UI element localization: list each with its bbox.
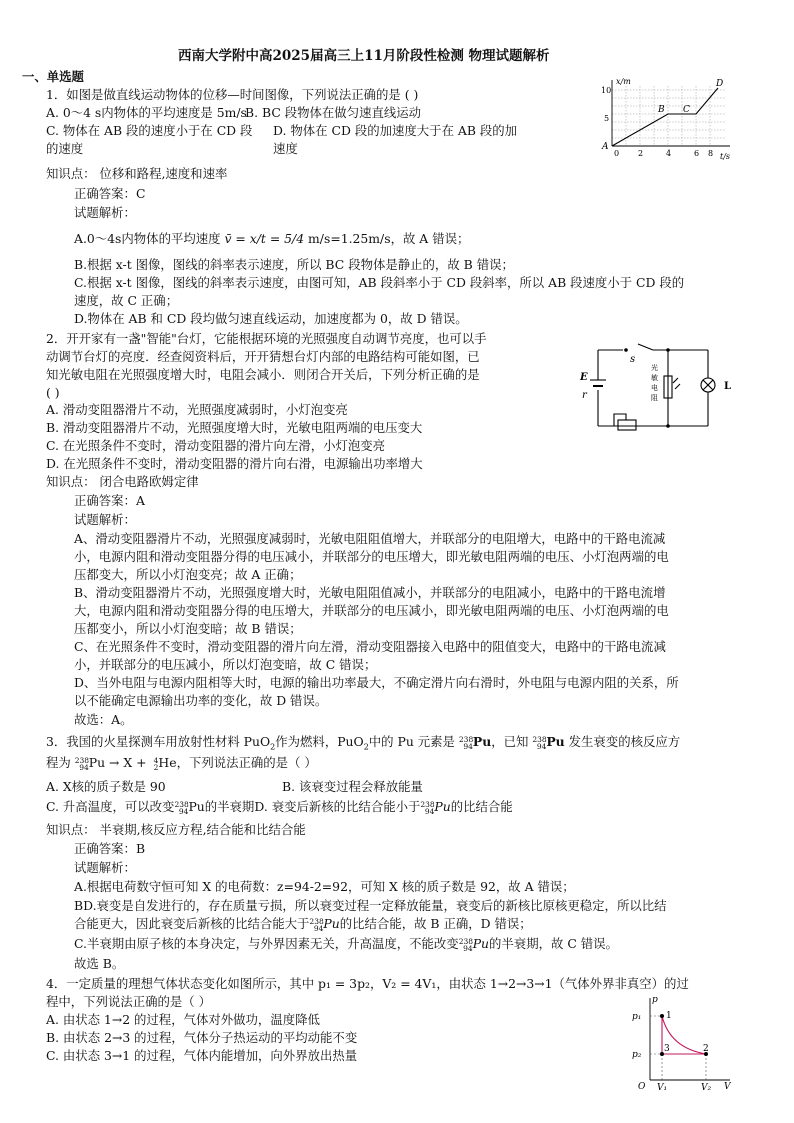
q1-option-b: B. BC 段物体在做匀速直线运动 — [245, 105, 422, 120]
q3-explanation-line-3-end: 的比结合能，故 B 正确，D 错误； — [339, 916, 532, 931]
q1-graph-point-b: B — [658, 105, 665, 115]
q2-option-a: A. 滑动变阻器滑片不动，光照强度减弱时，小灯泡变亮 — [46, 402, 348, 417]
q1-explanation-b: B.根据 x-t 图像，图线的斜率表示速度，所以 BC 段物体是静止的，故 B 错误； — [74, 257, 514, 272]
q2-explanation-line-7: C、在光照条件不变时，滑动变阻器的滑片向左滑，滑动变阻器接入电路中的阻值变大，电路中的干路电流减 — [74, 639, 666, 654]
q3-explanation-line-2: BD.衰变是自发进行的，存在质量亏损，所以衰变过程一定释放能量，衰变后的新核比原核更稳定，所以比结 — [74, 898, 667, 913]
q2-circuit-diagram — [578, 338, 748, 438]
q4-label-p2: p₂ — [632, 1050, 642, 1060]
q2-ldr-label-2: 敏 — [651, 374, 658, 382]
q3-option-c-pu: Pu — [188, 799, 205, 814]
q3-explanation-pu-1: Pu — [323, 916, 340, 931]
q3-answer: 正确答案：B — [74, 841, 146, 856]
q3-option-a: A. X核的质子数是 90 — [46, 779, 166, 794]
q2-explanation-line-3: 压都变大，所以小灯泡变亮；故 A 正确； — [74, 567, 302, 582]
q3-option-b: B. 该衰变过程会释放能量 — [282, 779, 423, 794]
q3-stem-part-5: 发生衰变的核反应方 — [568, 734, 681, 749]
q3-pu-symbol-1: Pu — [472, 734, 492, 749]
q2-stem-line-1: 2．开开家有一盏"智能"台灯，它能根据环境的光照强度自动调节亮度，也可以手 — [46, 331, 487, 346]
q2-option-b: B. 滑动变阻器滑片不动，光照强度增大时，光敏电阻两端的电压变大 — [46, 420, 423, 435]
q2-answer: 正确答案：A — [74, 493, 145, 508]
page-title: 西南大学附中高2025届高三上11月阶段性检测 物理试题解析 — [178, 48, 550, 64]
q3-explanation-line-3 — [74, 915, 532, 933]
q3-stem-part-3: 中的 Pu 元素是 — [368, 734, 455, 749]
q1-graph-xtick-4: 4 — [666, 149, 672, 158]
q1-option-c: C. 物体在 AB 段的速度小于在 CD 段 — [46, 123, 253, 138]
q4-stem-line-1: 4．一定质量的理想气体状态变化如图所示，其中 p₁ = 3p₂，V₂ = 4V₁，由状态 1→2→3→1（气体外界非真空）的过 — [46, 976, 689, 991]
section-heading: 一、单选题 — [22, 69, 84, 84]
q3-explanation-line-1: A.根据电荷数守恒可知 X 的电荷数：z=94-2=92，可知 X 核的质子数是 92，故 A 错误； — [74, 879, 575, 894]
q3-explanation-nuclide-1: 238 94 — [309, 917, 324, 933]
q2-explanation-line-2: 小，电源内阻和滑动变阻器分得的电压减小，并联部分的电压增大，即光敏电阻两端的电压、小灯泡两端的电 — [74, 549, 669, 564]
q1-graph-point-a: A — [602, 142, 609, 152]
q1-graph-point-d: D — [716, 79, 724, 89]
q3-eq-pu-symbol: Pu — [88, 755, 106, 770]
q3-explanation-pu-2: Pu — [472, 936, 490, 951]
q1-graph-line — [612, 88, 718, 146]
q1-explanation-c: C.根据 x-t 图像，图线的斜率表示速度，由图可知，AB 段斜率小于 CD 段斜率，所以 AB 段速度小于 CD 段的 — [74, 275, 685, 290]
q1-graph-origin: 0 — [614, 149, 620, 158]
q2-label-r: r — [582, 390, 587, 401]
q1-graph-ytick-5: 5 — [604, 114, 610, 123]
q3-stem-line-1: 3．我国的火星探测车用放射性材料 PuO$_2$作为燃料，PuO$_2$中的 Pu 元素是 238 94 Pu，已知 238 94 Pu 发生衰变的核反应方 — [46, 734, 681, 752]
q3-option-c-d — [46, 798, 513, 816]
q3-option-d-text: D. 衰变后新核的比结合能小于 — [254, 799, 421, 814]
q1-stem: 1．如图是做直线运动物体的位移—时间图像，下列说法正确的是 ( ) — [46, 87, 419, 102]
q2-explanation-line-10: 以不能确定电源输出功率的变化，故 D 错误。 — [74, 693, 328, 708]
q3-eq-x: X — [123, 755, 133, 770]
q3-stem-question: ，下列说法正确的是（ ） — [176, 755, 317, 770]
q4-pv-graph — [630, 994, 735, 1092]
q2-stem-line-2: 动调节台灯的亮度．经查阅资料后，开开猜想台灯内部的电路结构可能如图，已 — [46, 349, 480, 364]
q3-pu-symbol-2: Pu — [546, 734, 565, 749]
q4-label-o: O — [638, 1082, 646, 1092]
q1-graph-xlabel: t/s — [720, 152, 731, 161]
q1-explanation-a — [74, 230, 469, 248]
q3-eq-he: 4 2 — [153, 756, 159, 772]
q2-switch — [638, 344, 653, 350]
q3-stem-part-2: 作为燃料，PuO — [275, 734, 364, 749]
q1-option-d: D. 物体在 CD 段的加速度大于在 AB 段的加 — [273, 123, 518, 138]
q2-explanation-line-9: D、当外电阻与电源内阻相等大时，电源的输出功率最大，不确定滑片向右滑时，外电阻与电源内阻的关系，所 — [74, 675, 679, 690]
q3-eq-he-symbol: He — [158, 755, 177, 770]
q3-nuclide-pu-1: 238 94 — [458, 735, 474, 751]
q1-knowledge-point: 知识点： 位移和路程,速度和速率 — [46, 166, 228, 181]
q3-eq-pu: 238 94 — [74, 756, 90, 772]
q3-explanation-line-4 — [74, 935, 618, 953]
q4-option-a: A. 由状态 1→2 的过程，气体对外做功，温度降低 — [46, 1012, 320, 1027]
q1-graph-xtick-6: 6 — [694, 149, 700, 158]
q3-option-d-pu: Pu — [434, 799, 451, 814]
q1-graph-ytick-10: 10 — [601, 86, 612, 95]
q4-label-v1: V₁ — [657, 1083, 668, 1092]
q3-explanation-nuclide-2: 238 94 — [458, 937, 474, 953]
q1-explanation-c-cont: 速度，故 C 正确； — [74, 293, 179, 308]
q3-knowledge-point: 知识点： 半衰期,核反应方程,结合能和比结合能 — [46, 822, 306, 837]
q4-state-1 — [660, 1014, 664, 1018]
q4-stem-line-2: 程中，下列说法正确的是（ ） — [46, 994, 212, 1009]
q2-option-c: C. 在光照条件不变时，滑动变阻器的滑片向左滑，小灯泡变亮 — [46, 438, 386, 453]
q1-explanation-a-result: m/s=1.25m/s，故 A 错误； — [308, 231, 470, 246]
q2-selection: 故选：A。 — [74, 712, 133, 727]
q3-option-d-nuclide: 238 94 — [420, 800, 435, 816]
q1-explanation-d: D.物体在 AB 和 CD 段均做匀速直线运动，加速度都为 0，故 D 错误。 — [74, 311, 468, 326]
q3-stem-part-4: ，已知 — [491, 734, 529, 749]
q4-label-p1: p₁ — [632, 1012, 642, 1022]
q2-option-d: D. 在光照条件不变时，滑动变阻器的滑片向右滑，电源输出功率增大 — [46, 456, 423, 471]
q2-explanation-line-6: 压都变小，所以小灯泡变暗；故 B 错误； — [74, 621, 302, 636]
q3-equation-intro: 程为 — [46, 755, 71, 770]
q4-option-c: C. 由状态 3→1 的过程，气体内能增加，向外界放出热量 — [46, 1048, 358, 1063]
q1-graph-xtick-8: 8 — [708, 149, 714, 158]
q1-graph-xtick-2: 2 — [638, 149, 644, 158]
q2-ldr-label-4: 阻 — [651, 394, 658, 402]
q2-ldr-label-1: 光 — [651, 364, 658, 372]
q4-label-v2: V₂ — [701, 1083, 712, 1092]
q2-stem-line-4: ( ) — [46, 385, 60, 400]
q3-explanation-label: 试题解析： — [74, 860, 136, 875]
q1-average-velocity-formula: v̄ = x/t = 5/4 — [224, 231, 305, 246]
q2-explanation-label: 试题解析： — [74, 512, 136, 527]
q1-explanation-label: 试题解析： — [74, 205, 136, 220]
q1-xt-graph — [600, 76, 740, 166]
q2-rheostat — [618, 420, 636, 430]
q2-explanation-line-5: 大，电源内阻和滑动变阻器分得的电压增大，并联部分的电压减小，即光敏电阻两端的电压、小灯泡两端的电 — [74, 603, 669, 618]
q3-explanation-line-4-text: C.半衰期由原子核的本身决定，与外界因素无关，升高温度，不能改变 — [74, 936, 459, 951]
q1-explanation-a-text: A.0～4s内物体的平均速度 — [74, 231, 221, 246]
q4-label-state-3: 3 — [664, 1044, 670, 1054]
q2-ldr-label-3: 电 — [651, 384, 658, 392]
q3-option-c-end: 的半衰期 — [204, 799, 255, 814]
q4-label-v: V — [724, 1082, 731, 1092]
q1-answer: 正确答案：C — [74, 186, 146, 201]
q4-label-state-2: 2 — [703, 1044, 709, 1054]
q1-graph-ylabel: x/m — [616, 77, 631, 86]
q3-option-c-text: C. 升高温度，可以改变 — [46, 799, 175, 814]
q2-explanation-line-1: A、滑动变阻器滑片不动，光照强度减弱时，光敏电阻阻值增大，并联部分的电阻增大，电路中的干路电流减 — [74, 531, 666, 546]
q3-stem-part-1: 3．我国的火星探测车用放射性材料 PuO — [46, 734, 271, 749]
q3-stem-line-2: 程为 238 94 Pu → X + 4 2 He，下列说法正确的是（ ） — [46, 755, 317, 772]
q1-graph-point-c: C — [683, 105, 690, 115]
q2-label-l: L — [724, 381, 732, 392]
q2-stem-line-3: 知光敏电阻在光照强度增大时，电阻会减小．则闭合开关后，下列分析正确的是 — [46, 367, 480, 382]
q2-explanation-line-4: B、滑动变阻器滑片不动，光照强度增大时，光敏电阻阻值减小，并联部分的电阻减小，电路中的干路电流增 — [74, 585, 666, 600]
q3-explanation-line-3-text: 合能更大，因此衰变后新核的比结合能大于 — [74, 916, 310, 931]
q3-option-d-end: 的比结合能 — [450, 799, 513, 814]
q3-option-c-nuclide: 238 94 — [174, 800, 189, 816]
q3-selection: 故选 B。 — [74, 956, 125, 971]
q3-nuclide-pu-2: 238 94 — [532, 735, 547, 751]
q2-label-s: s — [630, 354, 636, 365]
q1-option-c-cont: 的速度 — [46, 141, 84, 156]
q4-option-b: B. 由状态 2→3 的过程，气体分子热运动的平均动能不变 — [46, 1030, 358, 1045]
q4-label-p: p — [652, 995, 658, 1005]
q1-option-d-cont: 速度 — [273, 141, 298, 156]
q4-label-state-1: 1 — [666, 1011, 672, 1021]
q1-option-a: A. 0～4 s内物体的平均速度是 5m/s — [46, 105, 247, 120]
q2-label-e: E — [580, 372, 588, 383]
q2-knowledge-point: 知识点： 闭合电路欧姆定律 — [46, 474, 199, 489]
q3-explanation-line-4-end: 的半衰期，故 C 错误。 — [489, 936, 618, 951]
q2-explanation-line-8: 小，并联部分的电压减小，所以灯泡变暗，故 C 错误； — [74, 657, 377, 672]
